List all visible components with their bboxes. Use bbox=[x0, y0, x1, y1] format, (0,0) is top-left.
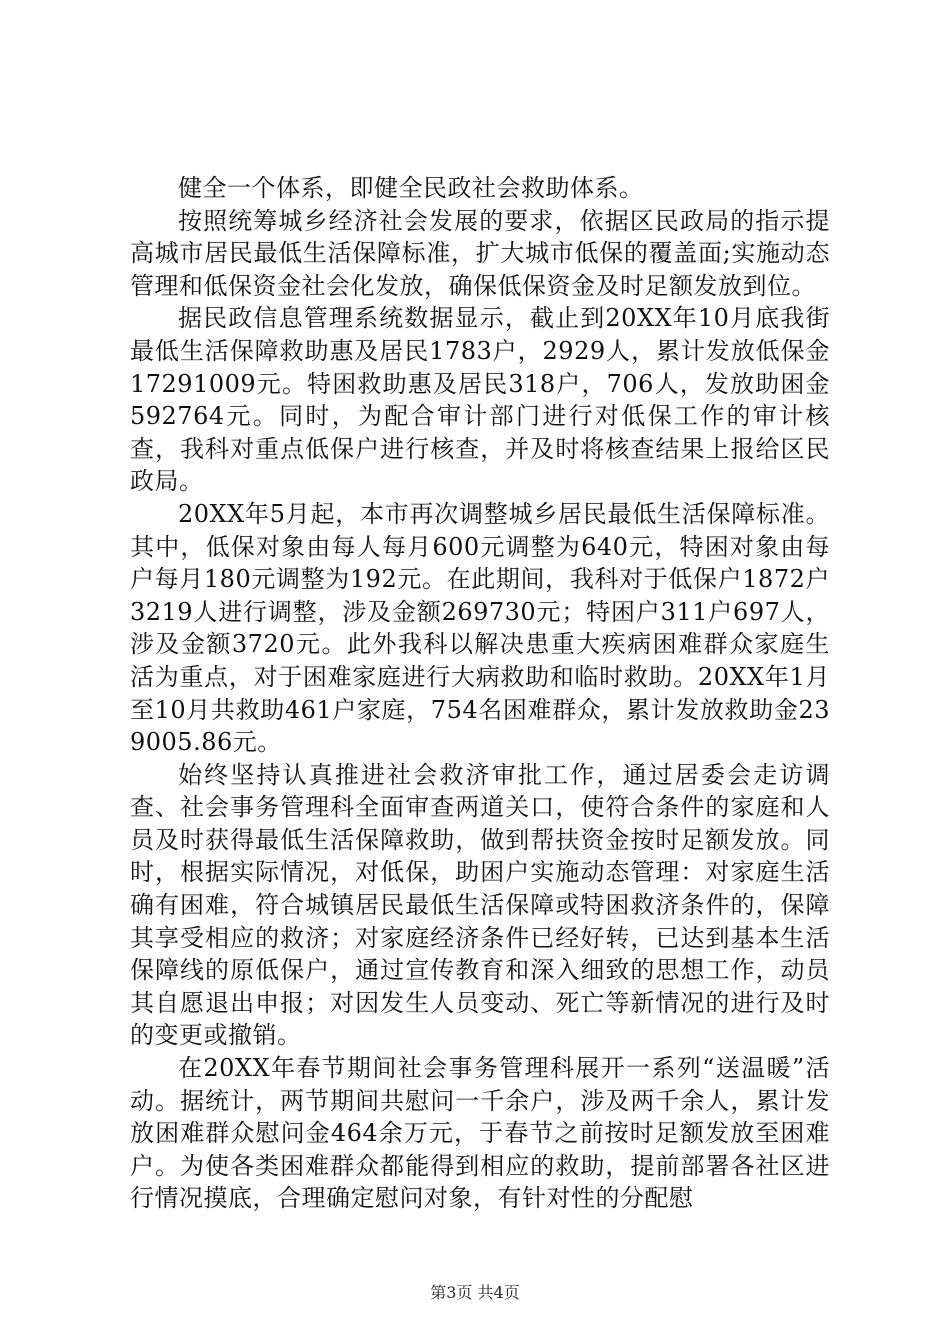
document-body bbox=[130, 172, 830, 1215]
paragraph-1: 健全一个体系，即健全民政社会救助体系。 bbox=[178, 174, 644, 202]
page-footer: 第3页 共4页 bbox=[430, 1283, 520, 1302]
paragraph-3: 据民政信息管理系统数据显示，截止到20XX年10月底我街最低生活保障救助惠及居民1783户，2929人，累计发放低保金17291009元。特困救助惠及居民318户，706人，发放助困金592764元。同时，为配合审计部门进行对低保工作的审计核查，我科对重点低保户进行核查，并及时将核查结果上报给区民政局。 bbox=[130, 304, 830, 496]
paragraph-6: 在20XX年春节期间社会事务管理科展开一系列“送温暖”活动。据统计，两节期间共慰问一千余户，涉及两千余人，累计发放困难群众慰问金464余万元，于春节之前按时足额发放至困难户。为使各类困难群众都能得到相应的救助，提前部署各社区进行情况摸底，合理确定慰问对象，有针对性的分配慰 bbox=[130, 1054, 830, 1213]
paragraph-5: 始终坚持认真推进社会救济审批工作，通过居委会走访调查、社会事务管理科全面审查两道关口，使符合条件的家庭和人员及时获得最低生活保障救助，做到帮扶资金按时足额发放。同时，根据实际情况，对低保，助困户实施动态管理：对家庭生活确有困难，符合城镇居民最低生活保障或特困救济条件的，保障其享受相应的救济；对家庭经济条件已经好转，已达到基本生活保障线的原低保户，通过宣传教育和深入细致的思想工作，动员其自愿退出申报；对因发生人员变动、死亡等新情况的进行及时的变更或撤销。 bbox=[130, 760, 830, 1050]
paragraph-2: 按照统筹城乡经济社会发展的要求，依据区民政局的指示提高城市居民最低生活保障标准，扩大城市低保的覆盖面;实施动态管理和低保资金社会化发放，确保低保资金及时足额发放到位。 bbox=[130, 206, 830, 300]
paragraph-4: 20XX年5月起，本市再次调整城乡居民最低生活保障标准。其中，低保对象由每人每月600元调整为640元，特困对象由每户每月180元调整为192元。在此期间，我科对于低保户1872户3219人进行调整，涉及金额269730元；特困户311户697人，涉及金额3720元。此外我科以解决患重大疾病困难群众家庭生活为重点，对于困难家庭进行大病救助和临时救助。20XX年1月至10月共救助461户家庭，754名困难群众，累计发放救助金239005.86元。 bbox=[130, 499, 830, 757]
